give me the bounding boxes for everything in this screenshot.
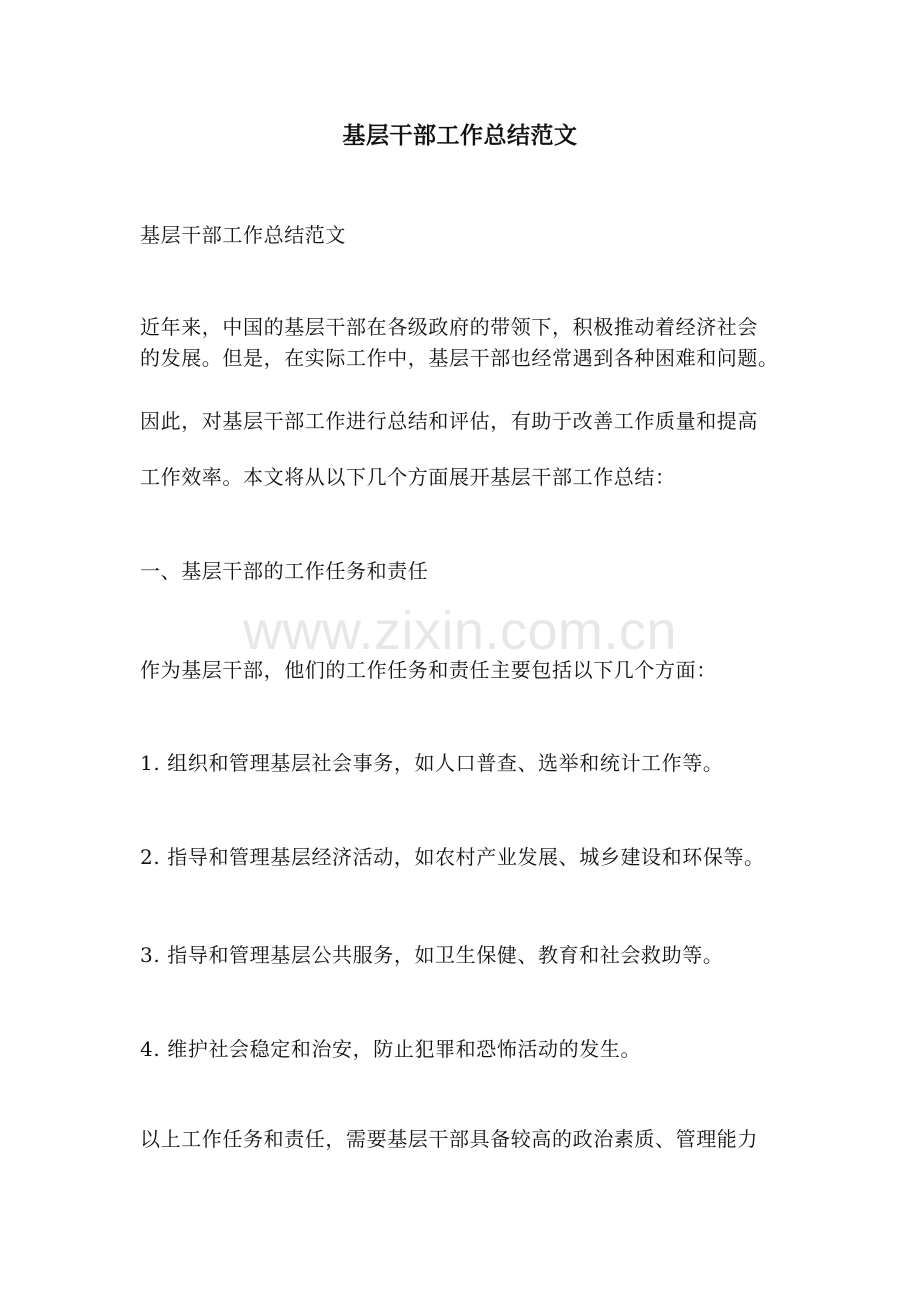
intro-line-2: 的发展。但是，在实际工作中，基层干部也经常遇到各种困难和问题。 bbox=[140, 346, 779, 370]
intro-line-4: 工作效率。本文将从以下几个方面展开基层干部工作总结： bbox=[140, 465, 676, 489]
list-item-1: 1. 组织和管理基层社会事务，如人口普查、选举和统计工作等。 bbox=[140, 751, 724, 775]
intro-line-1: 近年来，中国的基层干部在各级政府的带领下，积极推动着经济社会 bbox=[140, 315, 758, 339]
closing-line: 以上工作任务和责任，需要基层干部具备较高的政治素质、管理能力 bbox=[140, 1127, 758, 1151]
intro-line-3: 因此，对基层干部工作进行总结和评估，有助于改善工作质量和提高 bbox=[140, 409, 758, 433]
document-title: 基层干部工作总结范文 bbox=[342, 122, 578, 149]
section-heading: 一、基层干部的工作任务和责任 bbox=[140, 559, 429, 583]
list-item-3: 3. 指导和管理基层公共服务，如卫生保健、教育和社会救助等。 bbox=[140, 943, 724, 967]
list-item-2: 2. 指导和管理基层经济活动，如农村产业发展、城乡建设和环保等。 bbox=[140, 845, 765, 869]
document-subtitle: 基层干部工作总结范文 bbox=[140, 223, 346, 247]
list-item-4: 4. 维护社会稳定和治安，防止犯罪和恐怖活动的发生。 bbox=[140, 1037, 642, 1061]
section-intro: 作为基层干部，他们的工作任务和责任主要包括以下几个方面： bbox=[140, 658, 717, 682]
watermark-text: www.zixin.com.cn bbox=[242, 601, 678, 661]
